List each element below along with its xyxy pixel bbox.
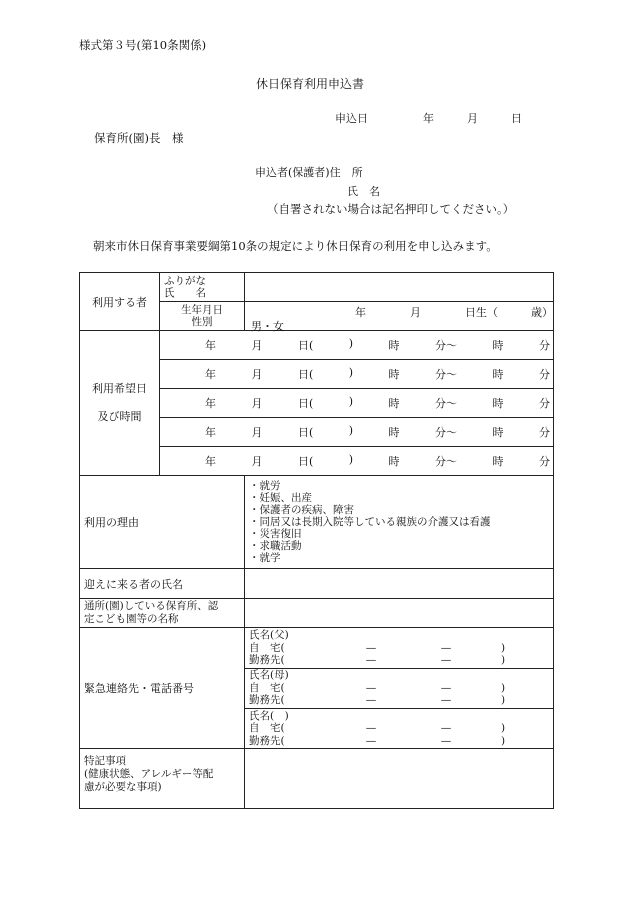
dash: — [440, 694, 452, 707]
notes-field[interactable] [245, 749, 554, 809]
recipient: 保育所(園)長 様 [94, 131, 184, 145]
emergency-contacts [245, 628, 554, 749]
user-name-field[interactable] [245, 273, 554, 302]
dash: — [440, 734, 452, 747]
pickup-name-field[interactable] [245, 569, 554, 599]
applicant-address-label: 申込者(保護者)住 所 [255, 166, 363, 179]
dash: — [365, 641, 377, 654]
schedule-row[interactable] [160, 389, 554, 418]
year-unit: 年 [205, 455, 216, 468]
dash: — [440, 681, 452, 694]
school-label [80, 599, 245, 628]
hour-unit: 時 [388, 397, 400, 410]
home-phone-label: 自 宅( [249, 681, 285, 694]
intro-text: 朝来市休日保育事業要綱第10条の規定により休日保育の利用を申し込みます。 [93, 239, 498, 253]
dash: — [440, 654, 452, 666]
minute-unit: 分 [538, 426, 550, 439]
month-unit: 月 [251, 339, 263, 352]
hour-unit: 時 [492, 426, 504, 439]
hour-unit: 時 [388, 339, 400, 352]
dow-close: ) [348, 424, 354, 437]
birth-label: 生年月日 [181, 304, 223, 316]
application-date: 申込日 年 月 日 [335, 112, 522, 125]
schedule-label-line1: 利用希望日 [92, 382, 147, 395]
dash: — [440, 722, 452, 734]
dash: — [365, 681, 377, 694]
reason-option[interactable]: ・求職活動 [249, 540, 302, 552]
contact-name-label: 氏名( ) [249, 709, 289, 722]
dash: — [365, 722, 377, 734]
close-paren: ) [501, 654, 506, 666]
notes-label [80, 749, 245, 809]
close-paren: ) [501, 681, 506, 694]
day-unit: 日( [297, 339, 314, 352]
hour-unit: 時 [492, 455, 504, 468]
dash: — [440, 641, 452, 654]
day-unit: 日( [297, 455, 314, 468]
reason-option[interactable]: ・災害復旧 [249, 528, 302, 540]
contact-name-label: 氏名(父) [249, 629, 289, 641]
work-phone-label: 勤務先( [249, 654, 285, 666]
minute-unit: 分〜 [435, 455, 458, 468]
close-paren: ) [501, 734, 506, 747]
work-phone-label: 勤務先( [249, 734, 285, 747]
minute-unit: 分〜 [435, 397, 458, 410]
school-label-line1: 通所(園)している保育所、認 [84, 600, 219, 612]
dow-close: ) [348, 453, 354, 466]
sign-note: （自署されない場合は記名押印してください。） [267, 202, 515, 216]
dow-close: ) [348, 366, 354, 379]
dow-close: ) [348, 337, 354, 350]
reason-option[interactable]: ・就労 [249, 480, 281, 492]
close-paren: ) [501, 722, 506, 734]
reason-option[interactable]: ・妊娠、出産 [249, 492, 312, 504]
minute-unit: 分 [538, 397, 550, 410]
year-unit: 年 [205, 426, 216, 439]
application-form-table [79, 272, 554, 809]
month-unit: 月 [251, 455, 263, 468]
hour-unit: 時 [492, 397, 504, 410]
year-unit: 年 [205, 397, 216, 410]
minute-unit: 分 [538, 455, 550, 468]
hour-unit: 時 [388, 426, 400, 439]
pickup-label: 迎えに来る者の氏名 [80, 569, 245, 599]
hour-unit: 時 [492, 368, 504, 381]
home-phone-label: 自 宅( [249, 722, 285, 734]
month-unit: 月 [251, 368, 263, 381]
name-label: 氏 名 [164, 287, 206, 299]
schedule-row[interactable] [160, 360, 554, 389]
birth-gender-field[interactable] [245, 302, 554, 331]
hour-unit: 時 [492, 339, 504, 352]
birth-value: 年 月 日生（ 歳） [355, 306, 553, 319]
notes-label-line3: 慮が必要な事項) [84, 781, 162, 793]
notes-label-line2: (健康状態、アレルギー等配 [84, 768, 214, 780]
school-name-field[interactable] [245, 599, 554, 628]
emergency-contact-block[interactable] [245, 708, 553, 748]
month-unit: 月 [251, 397, 263, 410]
home-phone-label: 自 宅( [249, 641, 285, 654]
hour-unit: 時 [388, 455, 400, 468]
work-phone-label: 勤務先( [249, 694, 285, 707]
day-unit: 日( [297, 397, 314, 410]
schedule-row[interactable] [160, 331, 554, 360]
year-unit: 年 [205, 339, 216, 352]
school-label-line2: 定こども園等の名称 [84, 613, 179, 625]
schedule-label [80, 331, 160, 476]
reason-option[interactable]: ・保護者の疾病、障害 [249, 504, 354, 516]
furigana-name-label [160, 273, 245, 302]
close-paren: ) [501, 694, 506, 707]
dash: — [365, 734, 377, 747]
reason-option[interactable]: ・就学 [249, 552, 281, 564]
user-label: 利用する者 [80, 273, 160, 331]
furigana-label: ふりがな [164, 275, 206, 287]
month-unit: 月 [251, 426, 263, 439]
notes-label-line1: 特記事項 [84, 755, 126, 767]
minute-unit: 分〜 [435, 339, 458, 352]
contact-name-label: 氏名(母) [249, 669, 289, 682]
page-title: 休日保育利用申込書 [256, 77, 365, 91]
hour-unit: 時 [388, 368, 400, 381]
emergency-label: 緊急連絡先・電話番号 [80, 628, 245, 749]
dash: — [365, 654, 377, 666]
form-number: 様式第３号(第10条関係) [79, 38, 207, 52]
gender-value: 男・女 [251, 320, 284, 333]
day-unit: 日( [297, 368, 314, 381]
schedule-row[interactable] [160, 418, 554, 447]
birth-gender-label [160, 302, 245, 331]
applicant-name-label: 氏 名 [347, 185, 380, 198]
gender-label: 性別 [191, 316, 213, 328]
minute-unit: 分〜 [435, 368, 458, 381]
emergency-contact-block[interactable] [245, 628, 553, 668]
reason-label: 利用の理由 [80, 476, 245, 569]
year-unit: 年 [205, 368, 216, 381]
emergency-contact-block[interactable] [245, 668, 553, 708]
dow-close: ) [348, 395, 354, 408]
reason-option[interactable]: ・同居又は長期入院等している親族の介護又は看護 [249, 516, 491, 528]
schedule-row[interactable] [160, 447, 554, 476]
day-unit: 日( [297, 426, 314, 439]
dash: — [365, 694, 377, 707]
minute-unit: 分 [538, 368, 550, 381]
reason-list [245, 476, 554, 569]
close-paren: ) [501, 641, 506, 654]
minute-unit: 分〜 [435, 426, 458, 439]
schedule-label-line2: 及び時間 [97, 410, 142, 423]
minute-unit: 分 [538, 339, 550, 352]
